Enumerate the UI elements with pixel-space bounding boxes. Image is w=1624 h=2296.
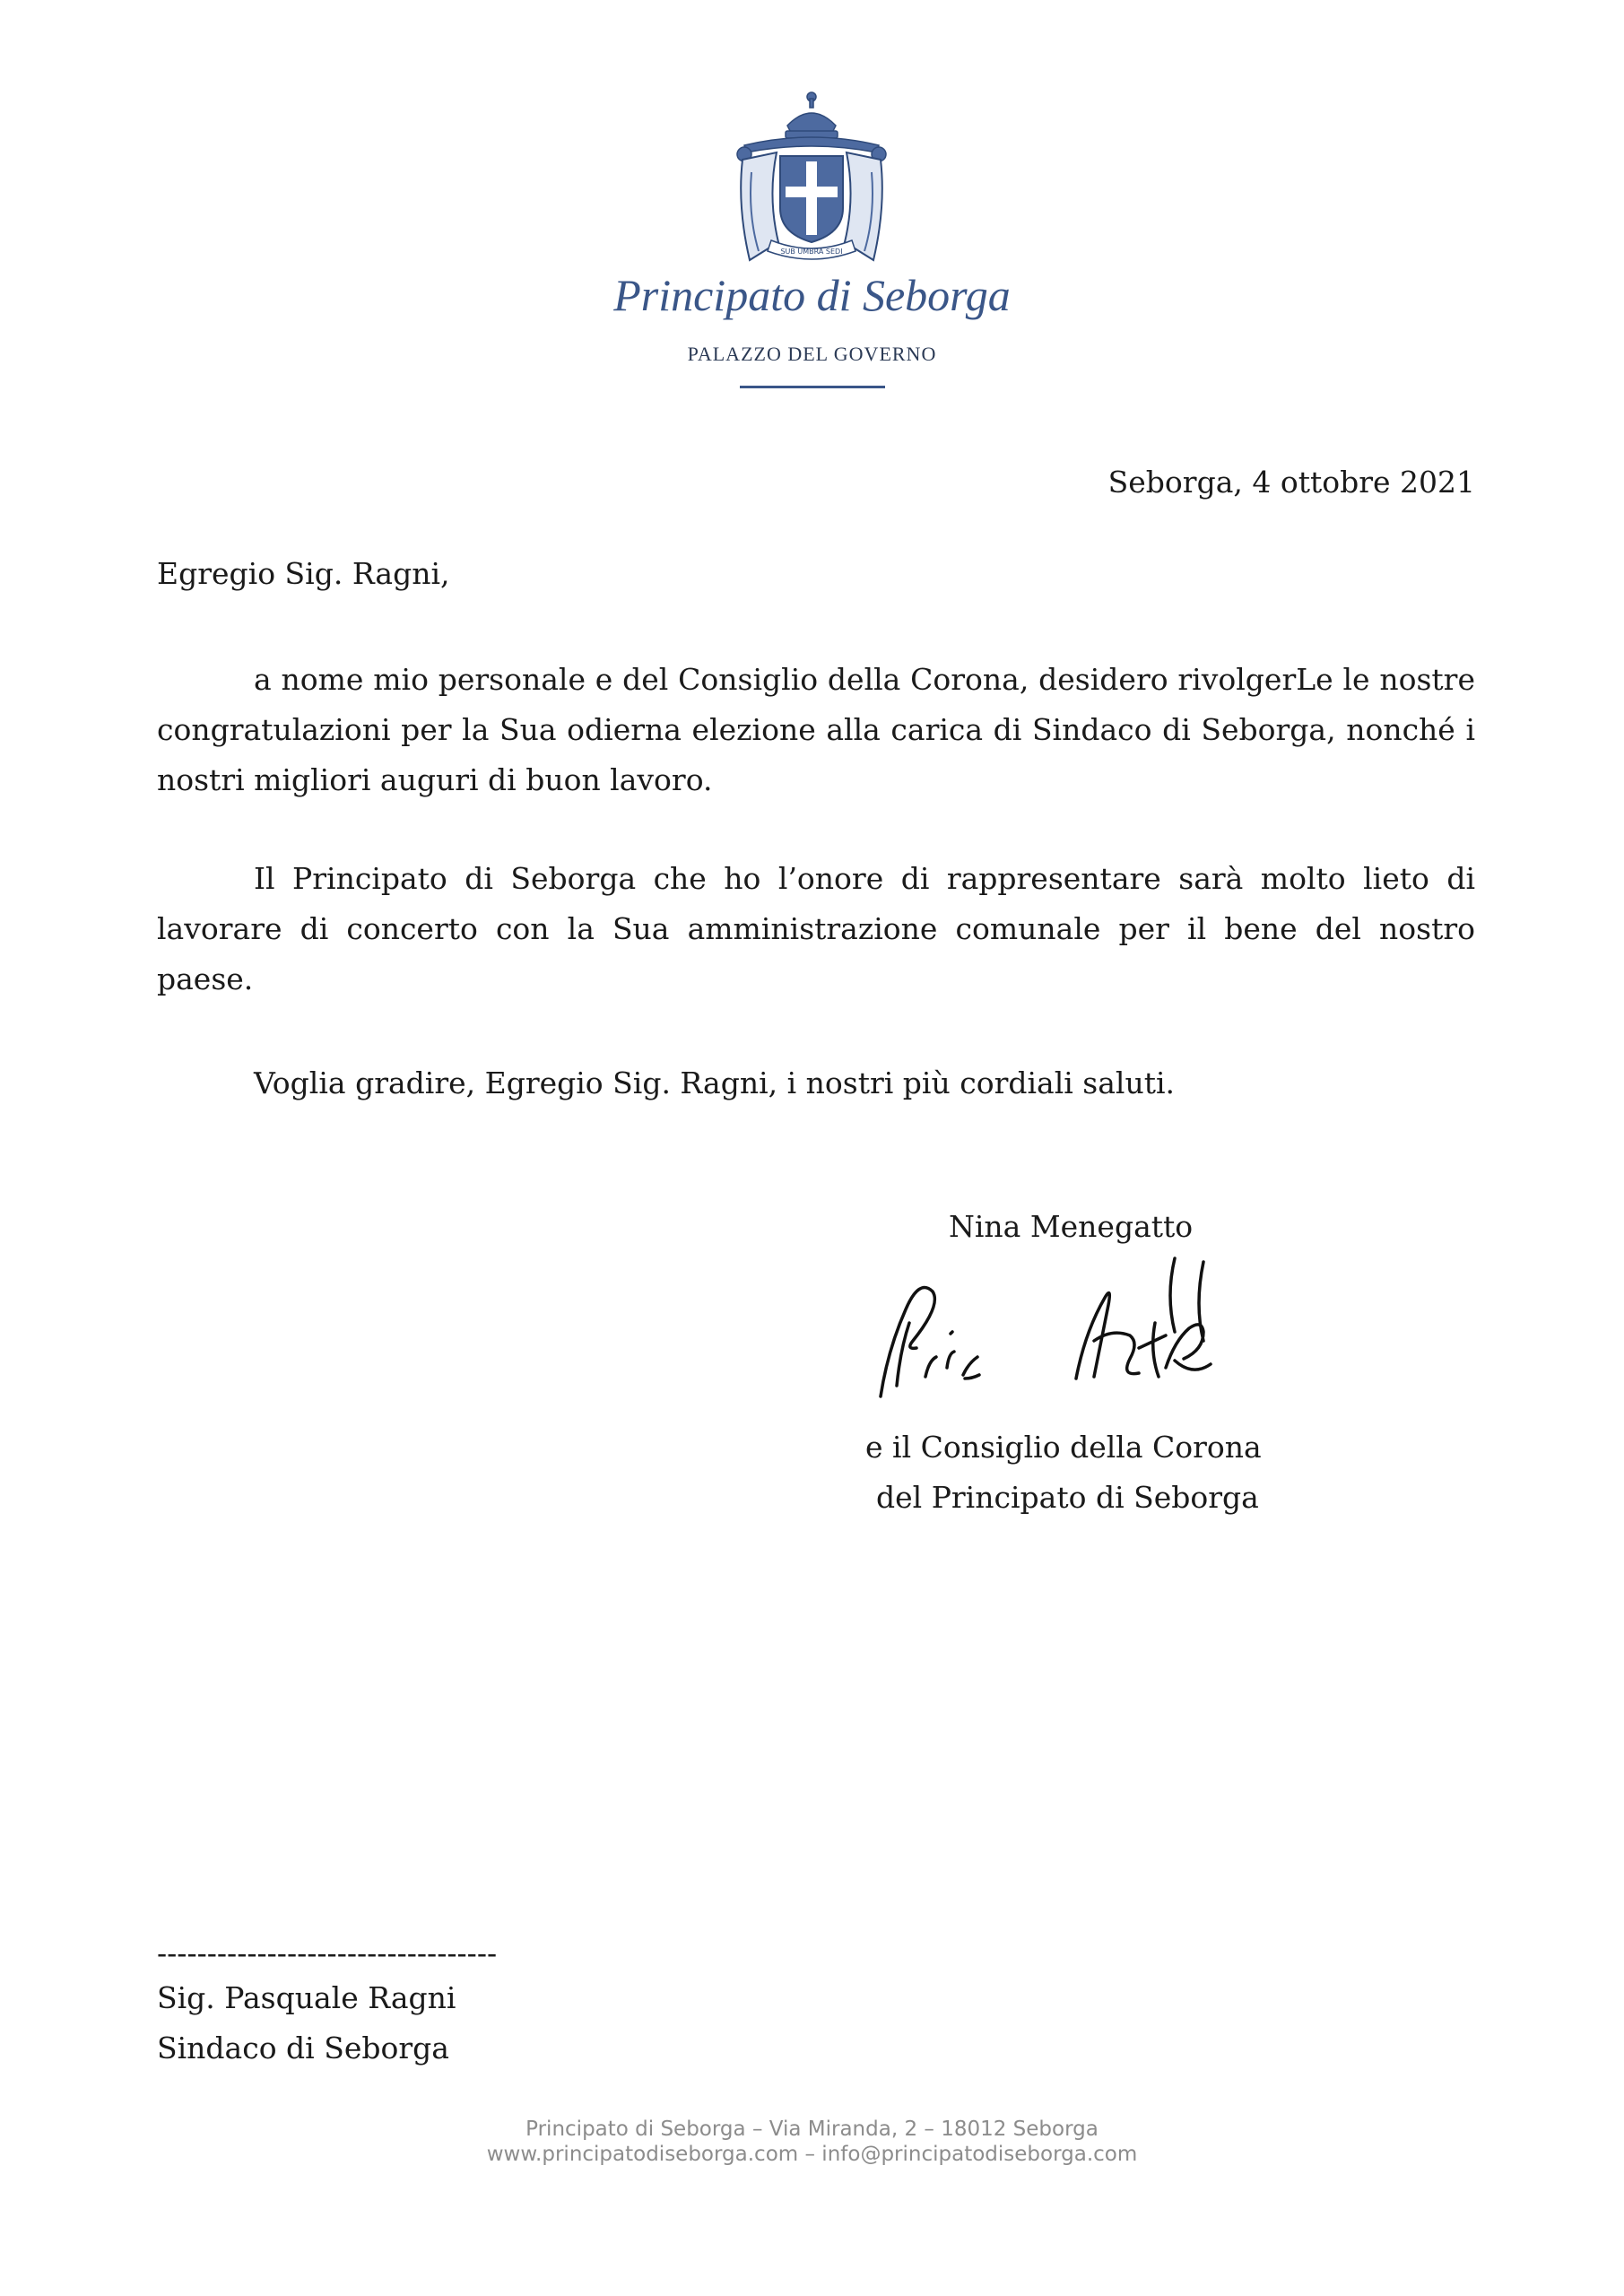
signature-icon [870, 1242, 1264, 1408]
recipient-title: Sindaco di Seborga [157, 2031, 449, 2066]
letterhead-divider [740, 386, 885, 388]
letter-date: Seborga, 4 ottobre 2021 [1107, 465, 1475, 500]
paragraph-2: Il Principato di Seborga che ho l’onore di rappresentare sarà molto lieto di lavorare di concerto con la Sua amministrazione comunale per il bene del nostro paese. [157, 861, 1475, 996]
signer-name: Nina Menegatto [949, 1209, 1194, 1244]
footer-address: Principato di Seborga – Via Miranda, 2 – 18012 Seborga [525, 2118, 1099, 2141]
coat-of-arms-icon [725, 90, 899, 276]
letterhead-name: Principato di Seborga [613, 270, 1011, 320]
paragraph-3: Voglia gradire, Egregio Sig. Ragni, i nostri più cordiali saluti. [254, 1065, 1176, 1100]
recipient-separator: ---------------------------------- [157, 1935, 498, 1970]
signoff-line-1: e il Consiglio della Corona [865, 1430, 1262, 1465]
salutation: Egregio Sig. Ragni, [157, 556, 450, 591]
paragraph-1: a nome mio personale e del Consiglio della Corona, desidero rivolgerLe le nostre congratulazioni per la Sua odierna elezione alla carica di Sindaco di Seborga, nonché i nostri migliori auguri di buon lavoro. [157, 662, 1475, 797]
footer-contacts: www.principatodiseborga.com – info@principatodiseborga.com [486, 2143, 1138, 2166]
signoff-line-2: del Principato di Seborga [876, 1480, 1259, 1515]
crest-motto: SUB UMBRA SEDI [780, 248, 843, 256]
recipient-name: Sig. Pasquale Ragni [157, 1980, 456, 2015]
letterhead-subtitle: PALAZZO DEL GOVERNO [687, 343, 937, 365]
